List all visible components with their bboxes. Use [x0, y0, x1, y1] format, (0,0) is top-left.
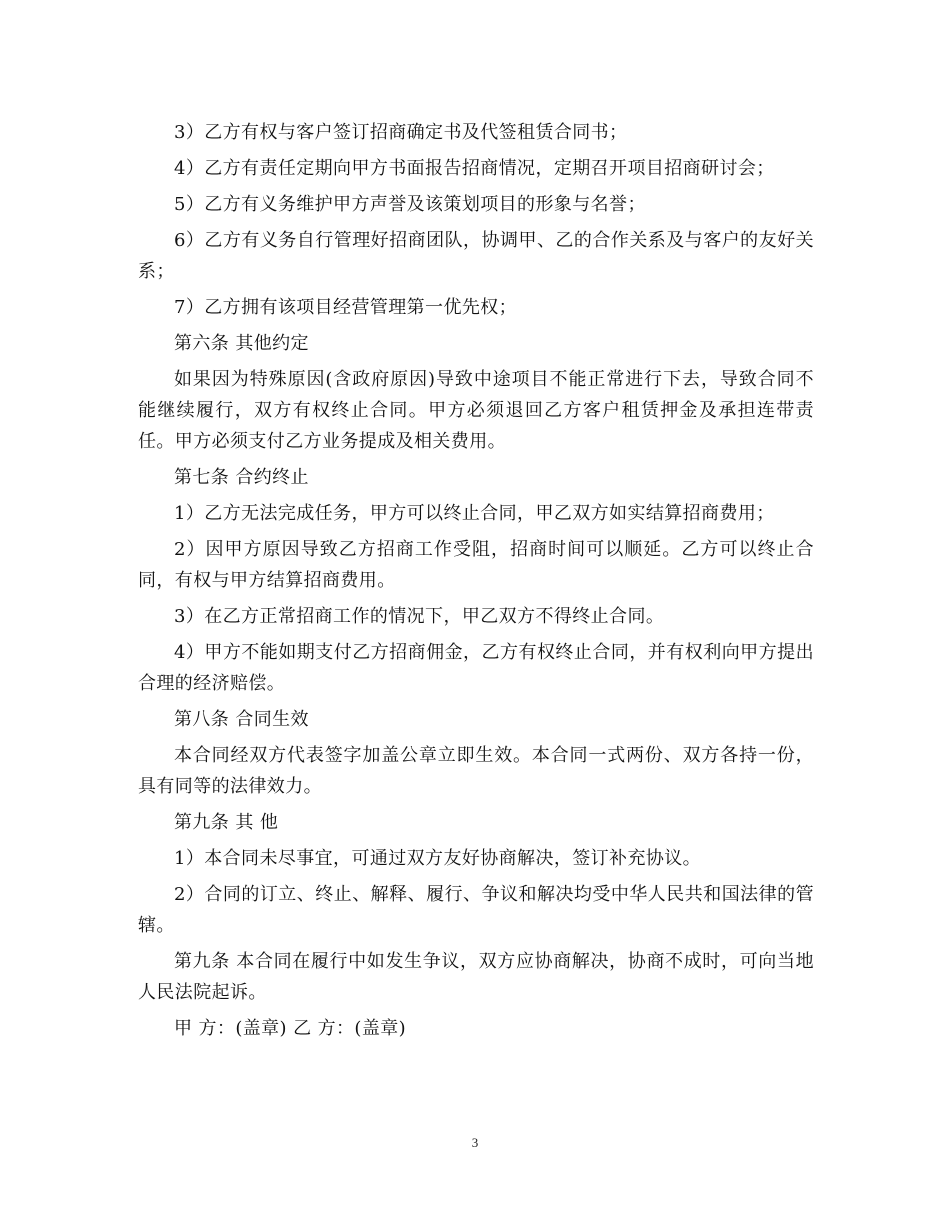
article-9-dispute: 第九条 本合同在履行中如发生争议，双方应协商解决，协商不成时，可向当地人民法院起诉。: [138, 951, 814, 1003]
signature-line: 甲 方：(盖章) 乙 方：(盖章): [174, 1018, 407, 1039]
article-7-item-4: 4）甲方不能如期支付乙方招商佣金，乙方有权终止合同，并有权利向甲方提出合理的经济赔偿。: [138, 642, 814, 694]
article-7-heading: 第七条 合约终止: [174, 467, 309, 488]
article-8-body: 本合同经双方代表签字加盖公章立即生效。本合同一式两份、双方各持一份，具有同等的法律效力。: [138, 745, 814, 797]
page-number: 3: [471, 1135, 479, 1150]
clause-item-4: 4）乙方有责任定期向甲方书面报告招商情况，定期召开项目招商研讨会；: [174, 158, 775, 179]
article-8-heading: 第八条 合同生效: [174, 709, 309, 730]
article-7-item-3: 3）在乙方正常招商工作的情况下，甲乙双方不得终止合同。: [174, 606, 665, 627]
article-9-item-2: 2）合同的订立、终止、解释、履行、争议和解决均受中华人民共和国法律的管辖。: [138, 884, 814, 936]
article-6-heading: 第六条 其他约定: [174, 333, 309, 354]
article-7-item-1: 1）乙方无法完成任务，甲方可以终止合同，甲乙双方如实结算招商费用；: [174, 503, 775, 524]
clause-item-5: 5）乙方有义务维护甲方声誉及该策划项目的形象与名誉；: [174, 194, 646, 215]
article-9-heading: 第九条 其 他: [174, 812, 279, 833]
clause-item-3: 3）乙方有权与客户签订招商确定书及代签租赁合同书；: [174, 122, 628, 143]
article-6-body: 如果因为特殊原因(含政府原因)导致中途项目不能正常进行下去，导致合同不能继续履行，双方有权终止合同。甲方必须退回乙方客户租赁押金及承担连带责任。甲方必须支付乙方业务提成及相关费用。: [138, 369, 814, 452]
clause-item-7: 7）乙方拥有该项目经营管理第一优先权；: [174, 297, 518, 318]
document-body: [138, 117, 814, 1049]
clause-item-6: 6）乙方有义务自行管理好招商团队，协调甲、乙的合作关系及与客户的友好关系；: [138, 230, 814, 282]
article-9-item-1: 1）本合同未尽事宜，可通过双方友好协商解决，签订补充协议。: [174, 848, 702, 869]
article-7-item-2: 2）因甲方原因导致乙方招商工作受阻，招商时间可以顺延。乙方可以终止合同，有权与甲方结算招商费用。: [138, 539, 814, 591]
